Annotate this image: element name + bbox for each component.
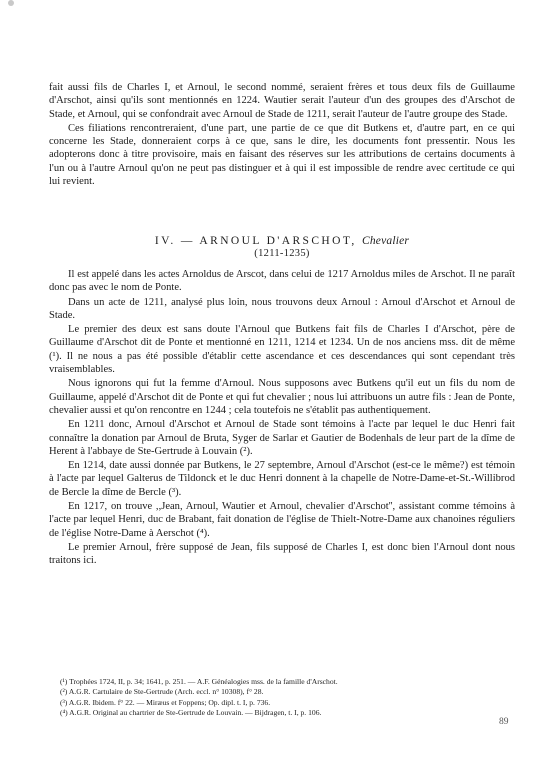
- paragraph: Le premier des deux est sans doute l'Arnoul que Butkens fait fils de Charles I d'Arschot, père de Guillaume d'Arschot dit de Ponte et mentionné en 1211, 1214 et 1234. Un de nos anciens mss. dit de même (¹). Il ne nous a pas été possible d'établir cette ascendance et ces descendances qui sont cependant très vraisemblables.: [49, 324, 515, 376]
- footnotes: [60, 677, 490, 718]
- section-heading: [49, 235, 515, 259]
- intro-text: [49, 81, 515, 188]
- page-number: 89: [499, 717, 509, 727]
- footnote: (³) A.G.R. Ibidem. f° 22. — Miræus et Foppens; Op. dipl. t. I, p. 736.: [60, 697, 271, 707]
- paragraph: En 1214, date aussi donnée par Butkens, le 27 septembre, Arnoul d'Arschot (est-ce le même?) est témoin à l'acte par lequel Galterus de Tildonck et le duc Henri donnent à la chapelle de Notre-Dame-et-St.-Willibrod de Bercle la dîme de Bercle (³).: [49, 460, 515, 498]
- section-text: [49, 268, 515, 568]
- paragraph: Le premier Arnoul, frère supposé de Jean, fils supposé de Charles I, est donc bien l'Arnoul dont nous traitons ici.: [49, 541, 515, 567]
- paragraph: En 1211 donc, Arnoul d'Arschot et Arnoul de Stade sont témoins à l'acte par lequel le duc Henri fait connaître la donation par Arnoul de Bruta, Syger de Sarlar et Gautier de Bodenhals de leur part de la dîme de Herent à l'abbaye de Ste-Gertrude à Louvain (²).: [49, 419, 515, 457]
- paragraph: Nous ignorons qui fut la femme d'Arnoul. Nous supposons avec Butkens qu'il eut un fils du nom de Guillaume, appelé d'Arschot dit de Ponte et qui fut chevalier ; nous lui attribuons un autre fils : Jean de Ponte, chevalier aussi et qu'on rencontre en 1244 ; cela toutefois ne s'établit pas authentiquement.: [49, 378, 515, 416]
- paragraph: Il est appelé dans les actes Arnoldus de Arscot, dans celui de 1217 Arnoldus miles de Arschot. Il ne paraît donc pas avec le nom de Ponte.: [49, 269, 515, 294]
- section-dates: (1211-1235): [254, 248, 310, 259]
- section-title: [49, 235, 515, 247]
- scan-speck: [8, 0, 14, 6]
- section-title-rank: Chevalier: [361, 235, 410, 247]
- paragraph: En 1217, on trouve ,,Jean, Arnoul, Wautier et Arnoul, chevalier d'Arschot'', assistant comme témoins à l'acte par lequel Henri, duc de Brabant, fait donation de l'église de Thielt-Notre-Dame aux chanoines réguliers de l'église Notre-Dame à Aerschot (⁴).: [49, 501, 515, 539]
- paragraph: Ces filiations rencontreraient, d'une part, une partie de ce que dit Butkens et, d'autre part, en ce qui concerne les Stade, donneraient corps à ce que, sans le dire, les documents font pressentir. Nous les adopterons donc à titre provisoire, mais en faisant des réserves sur les attributions de certains documents à l'un ou à l'autre Arnoul qu'on ne peut pas distinguer et à qui il est impossible de rendre avec certitude ce qui lui revient.: [49, 122, 515, 188]
- footnote: (¹) Trophées 1724, II, p. 34; 1641, p. 251. — A.F. Généalogies mss. de la famille d'Arschot.: [60, 677, 338, 686]
- paragraph: fait aussi fils de Charles I, et Arnoul, le second nommé, seraient frères et tous deux fils de Guillaume d'Arschot, ainsi qu'ils sont mentionnés en 1224. Wautier serait l'auteur d'un des groupes des d'Arschot de Stade, et Arnoul, qui se confondrait avec Arnoul de Stade de 1211, serait l'auteur de l'autre groupe des Stade.: [49, 82, 515, 120]
- section-title-text: IV. — ARNOUL D'ARSCHOT,: [154, 235, 357, 247]
- paragraph: Dans un acte de 1211, analysé plus loin, nous trouvons deux Arnoul : Arnoul d'Arschot et Arnoul de Stade.: [49, 296, 515, 321]
- footnote: (⁴) A.G.R. Original au chartrier de Ste-Gertrude de Louvain. — Bijdragen, t. I, p. 106.: [60, 707, 322, 717]
- footnote: (²) A.G.R. Cartulaire de Ste-Gertrude (Arch. eccl. n° 10308), f° 28.: [60, 687, 264, 697]
